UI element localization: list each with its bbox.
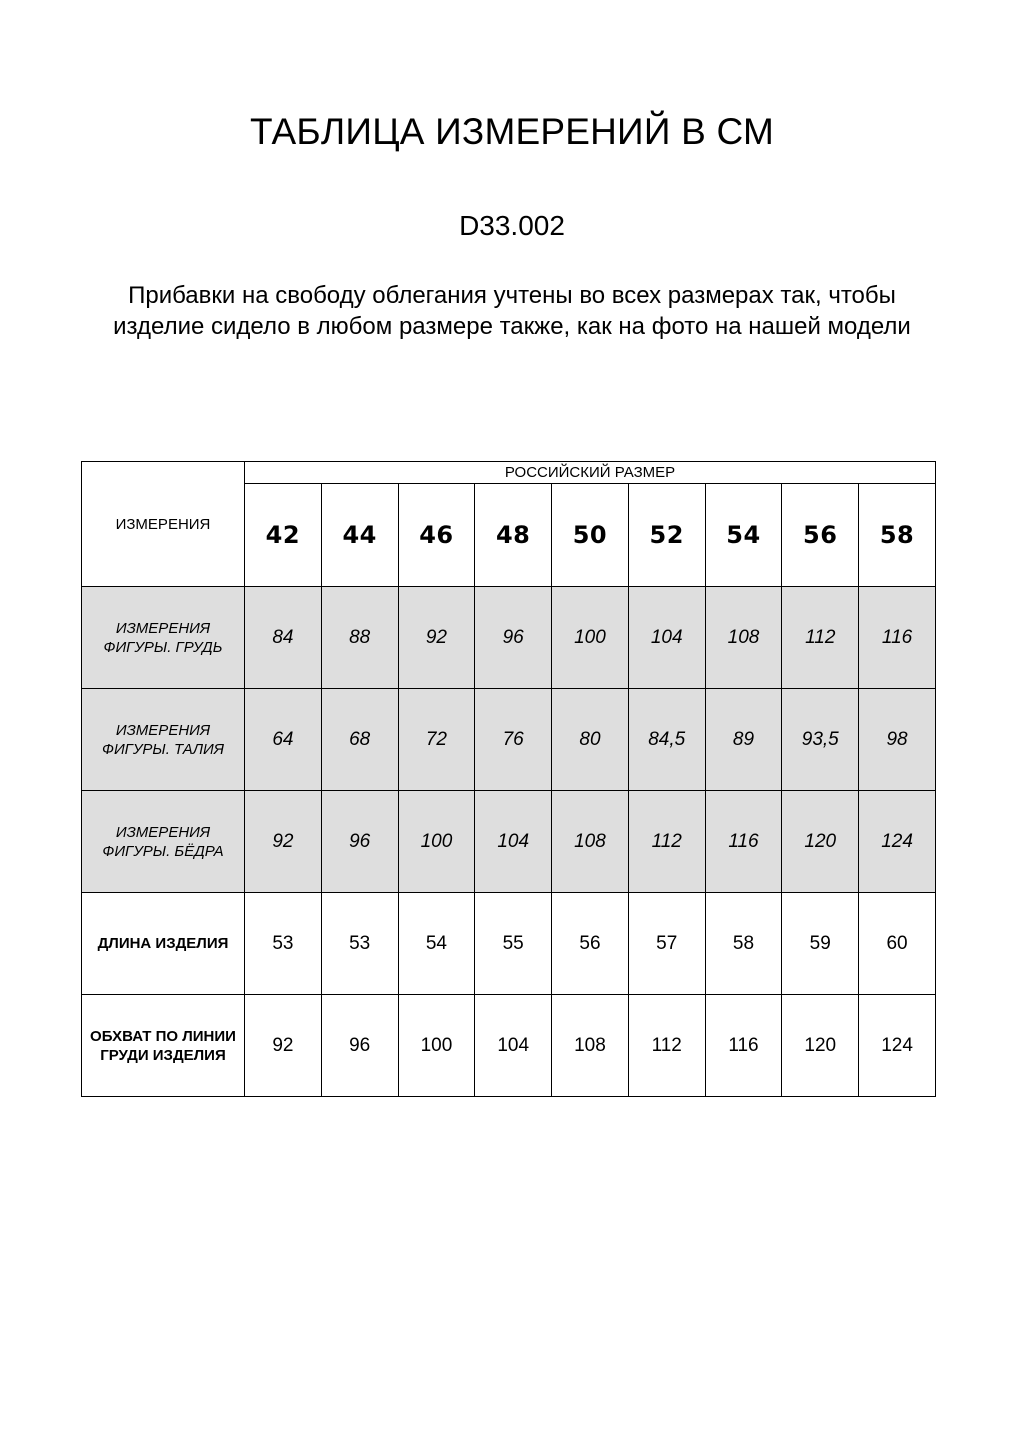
table-cell: 59: [782, 893, 859, 995]
table-cell: 53: [321, 893, 398, 995]
table-cell: 120: [782, 791, 859, 893]
table-cell: 120: [782, 995, 859, 1097]
table-cell: 98: [859, 689, 936, 791]
russian-size-header: РОССИЙСКИЙ РАЗМЕР: [245, 462, 936, 484]
table-cell: 112: [628, 995, 705, 1097]
size-header: 50: [552, 484, 629, 587]
table-cell: 84: [245, 587, 322, 689]
table-cell: 108: [552, 791, 629, 893]
table-cell: 116: [705, 995, 782, 1097]
table-row-garment-chest: [82, 995, 936, 1097]
table-cell: 80: [552, 689, 629, 791]
row-label: ДЛИНА ИЗДЕЛИЯ: [82, 893, 245, 995]
size-header: 52: [628, 484, 705, 587]
measurements-header: ИЗМЕРЕНИЯ: [82, 462, 245, 587]
table-cell: 68: [321, 689, 398, 791]
table-cell: 104: [475, 791, 552, 893]
table-cell: 93,5: [782, 689, 859, 791]
table-cell: 58: [705, 893, 782, 995]
table-cell: 92: [398, 587, 475, 689]
table-cell: 100: [552, 587, 629, 689]
table-cell: 84,5: [628, 689, 705, 791]
table-row-hips: [82, 791, 936, 893]
table-cell: 116: [859, 587, 936, 689]
size-header: 48: [475, 484, 552, 587]
table-cell: 89: [705, 689, 782, 791]
table-cell: 112: [782, 587, 859, 689]
table-cell: 108: [552, 995, 629, 1097]
table-cell: 104: [628, 587, 705, 689]
table-cell: 116: [705, 791, 782, 893]
table-cell: 53: [245, 893, 322, 995]
table-cell: 100: [398, 995, 475, 1097]
table-cell: 88: [321, 587, 398, 689]
table-cell: 96: [321, 791, 398, 893]
article-number: D33.002: [459, 210, 565, 241]
table-cell: 57: [628, 893, 705, 995]
table-cell: 92: [245, 995, 322, 1097]
size-header: 44: [321, 484, 398, 587]
row-label: ИЗМЕРЕНИЯ ФИГУРЫ. ТАЛИЯ: [82, 689, 245, 791]
table-cell: 96: [475, 587, 552, 689]
size-chart-table: [81, 461, 936, 1097]
table-cell: 104: [475, 995, 552, 1097]
size-header: 46: [398, 484, 475, 587]
table-row-waist: [82, 689, 936, 791]
table-cell: 108: [705, 587, 782, 689]
size-header: 56: [782, 484, 859, 587]
table-cell: 76: [475, 689, 552, 791]
table-cell: 100: [398, 791, 475, 893]
table-cell: 55: [475, 893, 552, 995]
row-label: ИЗМЕРЕНИЯ ФИГУРЫ. БЁДРА: [82, 791, 245, 893]
row-label: ИЗМЕРЕНИЯ ФИГУРЫ. ГРУДЬ: [82, 587, 245, 689]
table-cell: 92: [245, 791, 322, 893]
table-cell: 112: [628, 791, 705, 893]
table-cell: 60: [859, 893, 936, 995]
table-cell: 64: [245, 689, 322, 791]
table-row-length: [82, 893, 936, 995]
fit-note: Прибавки на свободу облегания учтены во всех размерах так, чтобы изделие сидело в любом размере также, как на фото на нашей модели: [113, 282, 911, 340]
size-header: 58: [859, 484, 936, 587]
table-cell: 56: [552, 893, 629, 995]
table-cell: 124: [859, 791, 936, 893]
size-header: 42: [245, 484, 322, 587]
table-cell: 124: [859, 995, 936, 1097]
row-label: ОБХВАТ ПО ЛИНИИ ГРУДИ ИЗДЕЛИЯ: [82, 995, 245, 1097]
table-cell: 96: [321, 995, 398, 1097]
size-header: 54: [705, 484, 782, 587]
page-title: ТАБЛИЦА ИЗМЕРЕНИЙ В СМ: [249, 111, 774, 152]
table-cell: 72: [398, 689, 475, 791]
table-row-chest: [82, 587, 936, 689]
table-cell: 54: [398, 893, 475, 995]
